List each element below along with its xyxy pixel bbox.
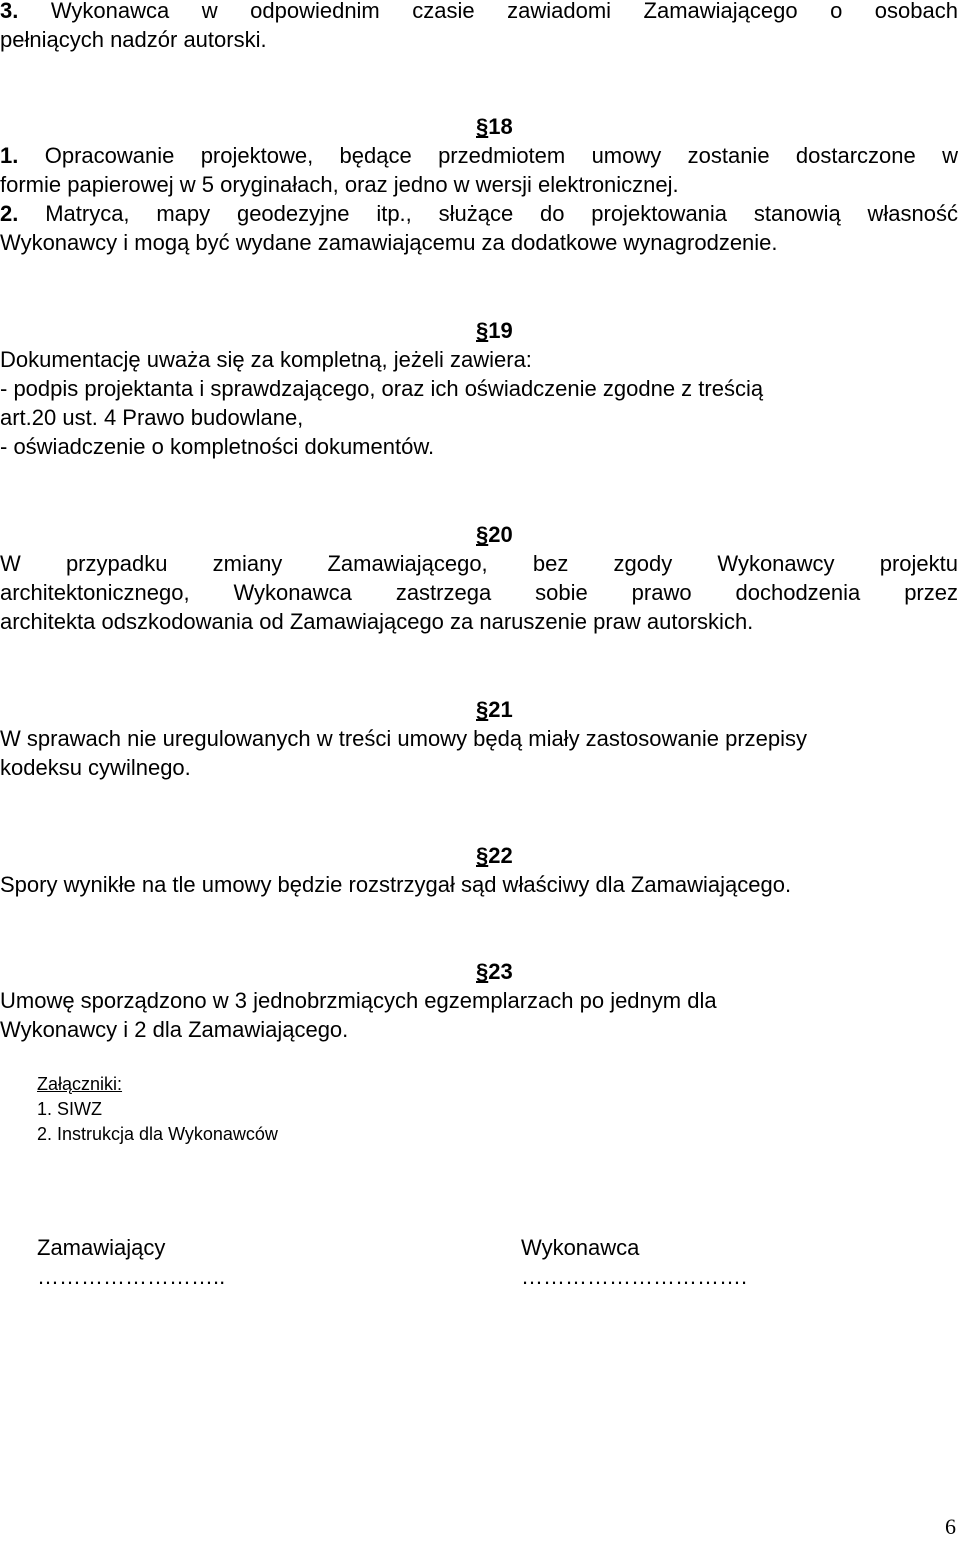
section-19-line-3: art.20 ust. 4 Prawo budowlane, [0,405,304,430]
item-number: 2. [0,201,19,226]
section-symbol: § [476,318,489,343]
attachment-item: 1. SIWZ [37,1099,103,1119]
section-number: 21 [488,697,513,722]
section-19-heading [476,316,513,345]
section-23-line-1: Umowę sporządzono w 3 jednobrzmiących egzemplarzach po jednym dla [0,988,717,1013]
page-number: 6 [945,1514,956,1539]
item-3-line-2: pełniących nadzór autorski. [0,27,267,52]
section-18-item-2-line-2: Wykonawcy i mogą być wydane zamawiającemu za dodatkowe wynagrodzenie. [0,230,778,255]
section-21-line-2: kodeksu cywilnego. [0,755,191,780]
section-23-heading [476,957,513,986]
section-number: 19 [488,318,513,343]
section-20-line-1: W przypadku zmiany Zamawiającego, bez zgody Wykonawcy projektu [0,551,958,576]
item-number: 1. [0,143,19,168]
section-20-heading [476,520,513,549]
section-19-line-2: - podpis projektanta i sprawdzającego, oraz ich oświadczenie zgodne z treścią [0,376,764,401]
section-18-item-1-line-1 [0,141,958,170]
item-3-number: 3. [0,0,19,23]
section-19-line-1: Dokumentację uważa się za kompletną, jeżeli zawiera: [0,347,532,372]
section-19-line-4: - oświadczenie o kompletności dokumentów. [0,434,435,459]
section-18-heading [476,112,513,141]
item-text: Matryca, mapy geodezyjne itp., służące do projektowania stanowią własność [45,201,958,226]
section-symbol: § [476,959,489,984]
item-3-line-1 [0,0,958,25]
section-23-line-2: Wykonawcy i 2 dla Zamawiającego. [0,1017,349,1042]
section-symbol: § [476,114,489,139]
section-21-line-1: W sprawach nie uregulowanych w treści umowy będą miały zastosowanie przepisy [0,726,808,751]
section-number: 20 [488,522,513,547]
section-symbol: § [476,843,489,868]
section-18-item-1-line-2: formie papierowej w 5 oryginałach, oraz jedno w wersji elektronicznej. [0,172,679,197]
signature-left-label: Zamawiający [37,1235,166,1260]
signature-right-dots: …………………………. [521,1264,748,1289]
section-number: 18 [488,114,513,139]
item-text: Opracowanie projektowe, będące przedmiotem umowy zostanie dostarczone w [44,143,958,168]
section-18-item-2-line-1 [0,199,958,228]
signature-right-label: Wykonawca [521,1235,640,1260]
section-number: 22 [488,843,513,868]
section-symbol: § [476,697,489,722]
signature-left-dots: …………………….. [37,1264,226,1289]
section-number: 23 [488,959,513,984]
section-21-heading [476,695,513,724]
section-symbol: § [476,522,489,547]
attachment-item: 2. Instrukcja dla Wykonawców [37,1124,278,1144]
section-20-line-3: architekta odszkodowania od Zamawiającego za naruszenie praw autorskich. [0,609,754,634]
section-22-line-1: Spory wynikłe na tle umowy będzie rozstrzygał sąd właściwy dla Zamawiającego. [0,872,792,897]
section-22-heading [476,841,513,870]
item-3-text-1: Wykonawca w odpowiednim czasie zawiadomi Zamawiającego o osobach [50,0,958,23]
attachments-title: Załączniki: [37,1074,123,1094]
section-20-line-2: architektonicznego, Wykonawca zastrzega sobie prawo dochodzenia przez [0,580,958,605]
